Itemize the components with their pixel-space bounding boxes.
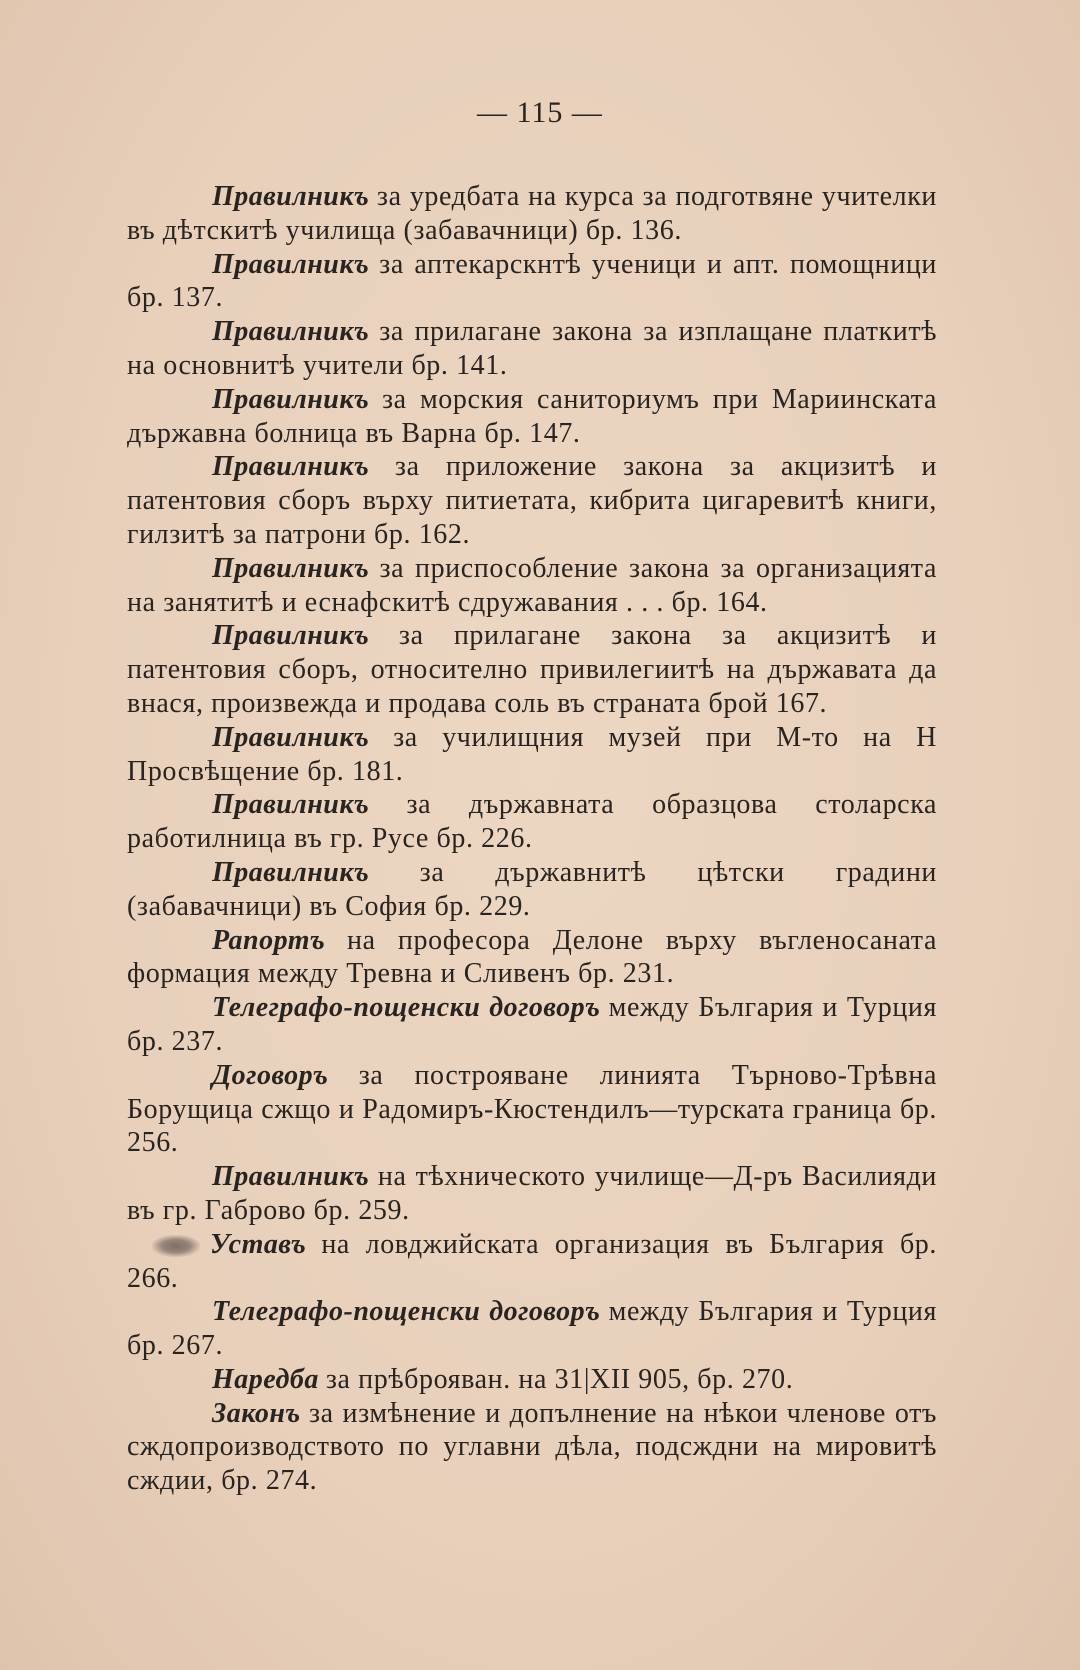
entry-text: за държавната образцова столарска работилница въ гр. Русе бр. 226.: [127, 789, 938, 855]
entry-title: Правилникъ: [212, 248, 370, 280]
list-item: [127, 552, 937, 620]
entry-text: за морския саниториумъ при Мариинската държавна болница въ Варна бр. 147.: [127, 383, 938, 449]
entry-text: за училищния музей при М-то на Н Просвѣщение бр. 181.: [127, 721, 937, 787]
list-item: [127, 1363, 937, 1397]
entry-text: за приспособление закона за организацията на занятитѣ и еснафскитѣ сдружавания . . . бр. 164.: [127, 552, 938, 618]
list-item: [127, 1228, 937, 1296]
entry-title: Правилникъ: [212, 856, 370, 888]
list-item: [127, 619, 937, 720]
list-item: [127, 721, 937, 789]
entry-text: за уредбата на курса за подготвяне учителки въ дѣтскитѣ училища (забавачници) бр. 136.: [127, 181, 937, 246]
list-item: [127, 248, 937, 316]
list-item: [127, 991, 937, 1059]
entry-title: Правилникъ: [212, 620, 370, 652]
entry-text: за аптекарскнтѣ ученици и апт. помощници бр. 137.: [127, 248, 938, 314]
entry-text: за прѣброяван. на 31|XII 905, бр. 270.: [325, 1363, 794, 1395]
entry-title: Правилникъ: [212, 383, 370, 415]
entry-title: Наредба: [212, 1363, 319, 1395]
entry-title: Правилникъ: [212, 552, 370, 584]
list-item: [127, 383, 937, 451]
entry-title: Правилникъ: [212, 451, 370, 483]
list-item: [127, 180, 937, 248]
entry-text: на тѣхническото училище—Д-ръ Василияди въ гр. Габрово бр. 259.: [127, 1161, 938, 1226]
entry-text: за държавнитѣ цѣтски градини (забавачници) въ София бр. 229.: [127, 856, 938, 922]
list-item: [127, 1059, 937, 1160]
entry-text: между България и Турция бр. 267.: [127, 1296, 937, 1362]
entry-title: Правилникъ: [212, 181, 370, 212]
entry-title: Правилникъ: [212, 721, 370, 753]
entry-title: Правилникъ: [212, 1161, 370, 1193]
list-item: [127, 788, 937, 856]
list-item: [127, 924, 937, 992]
entry-title: Законъ: [212, 1397, 301, 1429]
entry-title: Договоръ: [212, 1059, 329, 1091]
entry-title: Правилникъ: [212, 316, 370, 348]
entry-text: за построяване линията Търново-Трѣвна Борущица сжщо и Радомиръ-Кюстендилъ—турската граница бр. 256.: [127, 1059, 937, 1159]
list-item: [127, 450, 937, 551]
list-item: [127, 1397, 937, 1498]
entry-title: Уставъ: [210, 1228, 307, 1260]
entry-text: за прилагане закона за акцизитѣ и патентовия сборъ, относително привилегиитѣ на държавата да внася, произвежда и продава соль въ страната брой 167.: [127, 620, 938, 719]
entry-text: за приложение закона за акцизитѣ и патентовия сборъ върху питиетата, кибрита цигаревитѣ книги, гилзитѣ за патрони бр. 162.: [127, 451, 937, 550]
entry-title: Телеграфо-пощенски договоръ: [212, 1296, 601, 1328]
entry-list: [127, 180, 937, 1498]
ink-smudge: [152, 1235, 200, 1257]
entry-title: Рапортъ: [212, 924, 326, 956]
entry-text: на ловджийската организация въ България бр. 266.: [127, 1228, 937, 1294]
entry-text: на професора Делоне върху въгленосаната формация между Тревна и Сливенъ бр. 231.: [127, 924, 937, 990]
list-item: [127, 1160, 937, 1228]
entry-title: Правилникъ: [212, 789, 370, 821]
entry-title: Телеграфо-пощенски договоръ: [212, 992, 601, 1024]
list-item: [127, 856, 937, 924]
entry-text: за измѣнение и допълнение на нѣкои членове отъ сждопроизводството по углавни дѣла, подсждни на мировитѣ сждии, бр. 274.: [127, 1397, 937, 1497]
list-item: [127, 315, 937, 383]
entry-text: между България и Турция бр. 237.: [127, 992, 937, 1057]
entry-text: за прилагане закона за изплащане платкитѣ на основнитѣ учители бр. 141.: [127, 316, 938, 381]
page-number: — 115 —: [477, 96, 603, 129]
list-item: [127, 1295, 937, 1363]
